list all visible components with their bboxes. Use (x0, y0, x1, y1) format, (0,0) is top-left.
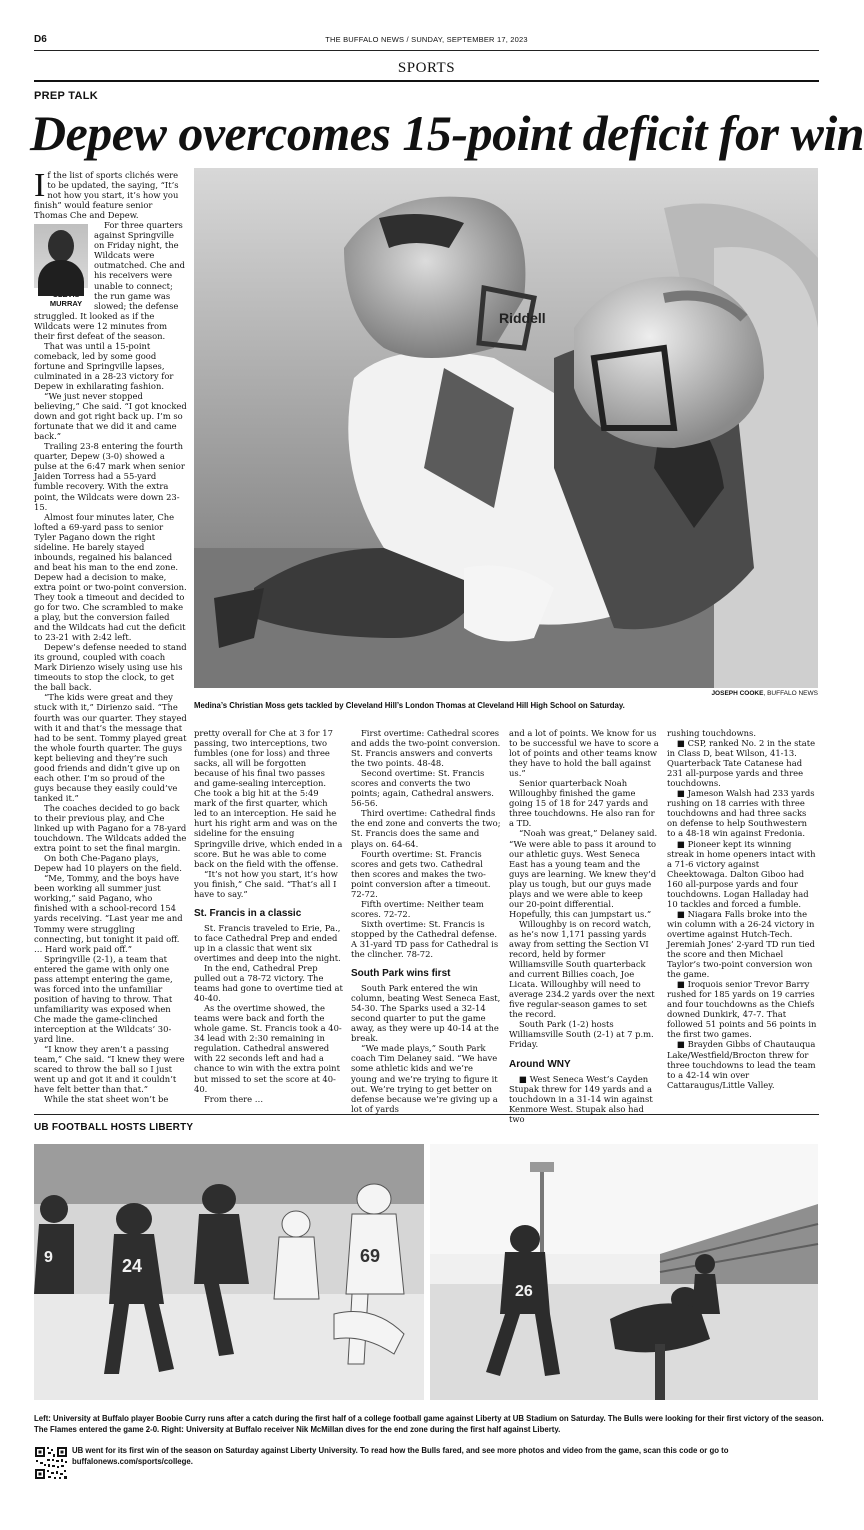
story-column-3 (351, 728, 501, 1114)
paragraph: “We just never stopped believing,” Che said. “I got knocked down and got right back up. I’m so fortunate that we did it and came back.” (34, 391, 187, 442)
ub-heading: UB FOOTBALL HOSTS LIBERTY (34, 1122, 194, 1133)
paragraph: rushing touchdowns. (667, 728, 756, 738)
ub-photo-right (430, 1144, 818, 1400)
paragraph: ■ Pioneer kept its winning streak in home openers intact with a 71-6 victory against Cheektowaga. Dalton Giboo had 160 all-purpose yards and four touchdowns. Logan Halladay had 10 tackles and forced a fumble. (667, 838, 816, 909)
story-column-4 (509, 728, 659, 1124)
paragraph: Sixth overtime: St. Francis is stopped by the Cathedral defense. A 31-yard TD pass for Cathedral is the clincher. 78-72. (351, 918, 499, 960)
columnist-name: MURRAY (49, 299, 83, 309)
football-tackle-illustration (194, 168, 818, 688)
drop-cap: I (34, 167, 46, 204)
paragraph: From there … (204, 1093, 264, 1104)
paragraph: “It’s not how you start, it’s how you finish,” Che said. “That’s all I have to say.” (194, 868, 338, 899)
paragraph: “The kids were great and they stuck with it,” Dirienzo said. “The fourth was our quarter. They stayed with it and that’s the message that had to be sent. Tommy played great the whole fourth quarter. The guys kept believing and they’re such good friends and didn’t give up on each other. I’m so proud of the guys because they easily could’ve tanked it.” (34, 692, 187, 803)
paragraph: Fifth overtime: Neither team scores. 72-72. (351, 898, 484, 919)
paragraph: “I know they aren’t a passing team,” Che said. “I knew they were scared to throw the ball so I just went up and got it and it couldn’t have felt better than that.” (34, 1044, 185, 1095)
paragraph: ■ West Seneca West’s Cayden Stupak threw for 149 yards and a touchdown in a 31-14 win against Kenmore West. Stupak also had two (509, 1073, 653, 1124)
subhead: South Park wins first (351, 968, 451, 980)
lead-paragraph: If the list of sports clichés were to be updated, the saying, “It’s not how you start, it’s how you finish” would feature senior Thomas Che and Depew. (34, 167, 179, 221)
paragraph: Fourth overtime: St. Francis scores and gets two. Cathedral then scores and makes the two-point conversion after a timeout. 72-72. (351, 848, 491, 899)
paragraph: pretty overall for Che at 3 for 17 passing, two interceptions, two fumbles (one for loss) and three sacks, all will be forgotten because of his final two passes and game-sealing interception. Che took a big hit at the 5:49 mark of the first quarter, which led to an interception. He said he hurt his right arm and was on the sideline for the ensuing Springville drive, which ended in a score. But he was able to come back on the field with the offense. (194, 728, 343, 869)
jersey-number-24: 24 (122, 1256, 143, 1276)
jersey-number-26: 26 (515, 1283, 533, 1300)
paragraph: ■ Niagara Falls broke into the win column with a 26-24 victory in overtime against Hutch-Tech. Jeremiah Jones’ 2-yard TD run tied the score and then Michael Taylor’s two-point conversion won the game. (667, 908, 816, 980)
paragraph: “We made plays,” South Park coach Tim Delaney said. “We have some athletic kids and we’re young and we’re trying to figure it out. We’re trying to get better on defense because we’re giving up a lot of yards (351, 1043, 498, 1114)
ub-dive-illustration (430, 1144, 818, 1400)
paragraph: While the stat sheet won’t be (44, 1094, 169, 1105)
section-name: SPORTS (397, 60, 456, 76)
dateline: THE BUFFALO NEWS / SUNDAY, SEPTEMBER 17, 2023 (325, 35, 528, 44)
paragraph: The coaches decided to go back to their previous play, and Che linked up with Pagano for a 78-yard touchdown. The Wildcats added the extra point to set the final margin. (34, 802, 187, 854)
top-rule (34, 50, 819, 51)
columnist-mug (34, 224, 88, 308)
paragraph: ■ Iroquois senior Trevor Barry rushed for 185 yards on 19 carries and four touchdowns as the Chiefs downed Dunkirk, 47-7. That followed 51 points and 56 points in the first two games. (667, 979, 817, 1040)
story-column-5 (667, 728, 818, 1090)
jersey-number-69: 69 (360, 1246, 381, 1266)
paragraph: South Park entered the win column, beating West Seneca East, 54-30. The Sparks used a 32-14 second quarter to put the game away, as they were up 40-14 at the break. (351, 983, 501, 1044)
paragraph: In the end, Cathedral Prep pulled out a 78-72 victory. The teams had gone to overtime tied at 40-40. (194, 962, 343, 1004)
paragraph: As the overtime showed, the teams were back and forth the whole game. St. Francis took a 40-34 lead with 2:30 remaining in regulation. Cathedral answered with 22 seconds left and had a chance to win with the extra point but missed to set the score at 40-40. (194, 1003, 342, 1094)
paragraph: ■ Jameson Walsh had 233 yards rushing on 18 carries with three touchdowns and had three sacks on defense to help Southwestern to a 48-18 win against Fredonia. (667, 788, 815, 839)
ub-runner-illustration (34, 1144, 424, 1400)
folio (34, 34, 819, 48)
paragraph: Third overtime: Cathedral finds the end zone and converts the two; St. Francis does the same and plays on. 64-64. (351, 808, 501, 849)
paragraph: ■ CSP, ranked No. 2 in the state in Class D, beat Wilson, 41-13. Quarterback Tate Catanese had 231 all-purpose yards and three touchdowns. (667, 738, 816, 789)
paragraph: ■ Brayden Gibbs of Chautauqua Lake/Westfield/Brocton threw for three touchdowns to lead the team to a 42-14 win over Cattaraugus/Little Valley. (667, 1039, 816, 1090)
jersey-number-9: 9 (44, 1249, 53, 1266)
kicker: PREP TALK (34, 90, 99, 102)
paragraph: MURRAY For three quarters against Springville on Friday night, the Wildcats were outmatched. Che and his receivers were unable to connect; the run game was slowed; the defense struggled. It looked as if the Wildcats were 12 minutes from their first defeat of the season. (34, 220, 185, 341)
ub-caption: Left: University at Buffalo player Boobie Curry runs after a catch during the first half of a college football game against Liberty at UB Stadium on Saturday. The Bulls were looking for their first victory of the season. The Flames entered the game 2-0. Right: University at Buffalo receiver Nik McMillan dives for the end zone during the first half against Liberty. (34, 1414, 824, 1434)
paragraph: First overtime: Cathedral scores and adds the two-point conversion. St. Francis answers and converts the two points. 48-48. (351, 728, 501, 769)
paragraph: Springville (2-1), a team that entered the game with only one pass attempt entering the game, was forced into the unfamiliar position of having to throw. That unfamiliarity was exposed when Che made the game-clinched interception at the Wildcats’ 30-yard line. (34, 953, 173, 1045)
paragraph: Trailing 23-8 entering the fourth quarter, Depew (3-0) showed a pulse at the 6:47 mark when senior Jaiden Torress had a 55-yard fumble recovery. With the extra point, the Wildcats were down 23-15. (34, 441, 185, 512)
headline: Depew overcomes 15-point deficit for win (30, 105, 864, 161)
ub-photo-left (34, 1144, 424, 1400)
subhead: St. Francis in a classic (194, 907, 302, 919)
ub-promo-text: UB went for its first win of the season on Saturday against Liberty University. To read how the Bulls fared, and see more photos and video from the game, scan this code or go to buffalonews.com/sports/college. (72, 1446, 729, 1466)
helmet-brand-text: Riddell (499, 310, 546, 326)
paragraph: “Me, Tommy, and the boys have been working all summer just working,” said Pagano, who finished with a school-record 154 yards receiving. “Last year me and Tommy were struggling connecting, but tonight it paid off. … Hard work paid off.” (34, 873, 183, 954)
photo-credit: JOSEPH COOKE, BUFFALO NEWS (711, 690, 818, 697)
paragraph: Second overtime: St. Francis scores and converts the two points; again, Cathedral answers. 56-56. (351, 768, 494, 809)
story-column-1 (34, 167, 187, 1105)
page-number: D6 (34, 34, 47, 45)
subhead: Around WNY (509, 1058, 571, 1070)
main-photo-caption: Medina’s Christian Moss gets tackled by Cleveland Hill’s London Thomas at Cleveland Hill High School on Saturday. (194, 701, 625, 710)
paragraph: On both Che-Pagano plays, Depew had 10 players on the field. (34, 853, 182, 874)
paragraph: South Park (1-2) hosts Williamsville South (2-1) at 7 p.m. Friday. (509, 1019, 654, 1050)
main-photo (194, 168, 818, 688)
paragraph: Senior quarterback Noah Willoughby finished the game going 15 of 18 for 247 yards and three touchdowns. He also ran for a TD. (509, 778, 655, 829)
qr-code-icon[interactable] (34, 1446, 68, 1480)
paragraph: “Noah was great,” Delaney said. “We were able to pass it around to our athletic guys. West Seneca East has a young team and the guys are learning. We knew they’d play us tough, but our guys made plays and we were able to keep our 20-point differential. Hopefully, this can jumpstart us.” (509, 828, 658, 919)
section-divider (34, 1114, 819, 1115)
paragraph: Willoughby is on record watch, as he’s now 1,171 passing yards away from setting the Section VI record, held by former Williamsville South quarterback and current Billies coach, Joe Licata. Willoughby will need to average 234.2 yards over the next five regular-season games to set the record. (509, 918, 655, 1020)
columnist-photo (34, 224, 88, 288)
story-column-2 (194, 728, 343, 1104)
paragraph: St. Francis traveled to Erie, Pa., to face Cathedral Prep and ended up in a classic that went six overtimes and deep into the night. (194, 922, 341, 963)
paragraph: That was until a 15-point comeback, led by some good fortune and Springville lapses, culminated in a 28-23 victory for Depew in exhilarating fashion. (34, 340, 174, 391)
section-rule (34, 80, 819, 82)
paragraph: and a lot of points. We know for us to be successful we have to score a lot of points and other teams know they have to hold the ball against us.” (509, 728, 659, 779)
paragraph: Almost four minutes later, Che lofted a 69-yard pass to senior Tyler Pagano down the right sideline. He barely stayed inbounds, regained his balanced and beat his man to the end zone. Depew had a decision to make, extra point or two-point conversion. They took a timeout and decided to go for two. Che scrambled to make a play, but the conversion failed and the Wildcats had cut the deficit to 23-21 with 2:42 left. (34, 511, 187, 643)
paragraph: Depew’s defense needed to stand its ground, coupled with coach Mark Dirienzo wisely using use his timeouts to stop the clock, to get the ball back. (34, 642, 187, 693)
